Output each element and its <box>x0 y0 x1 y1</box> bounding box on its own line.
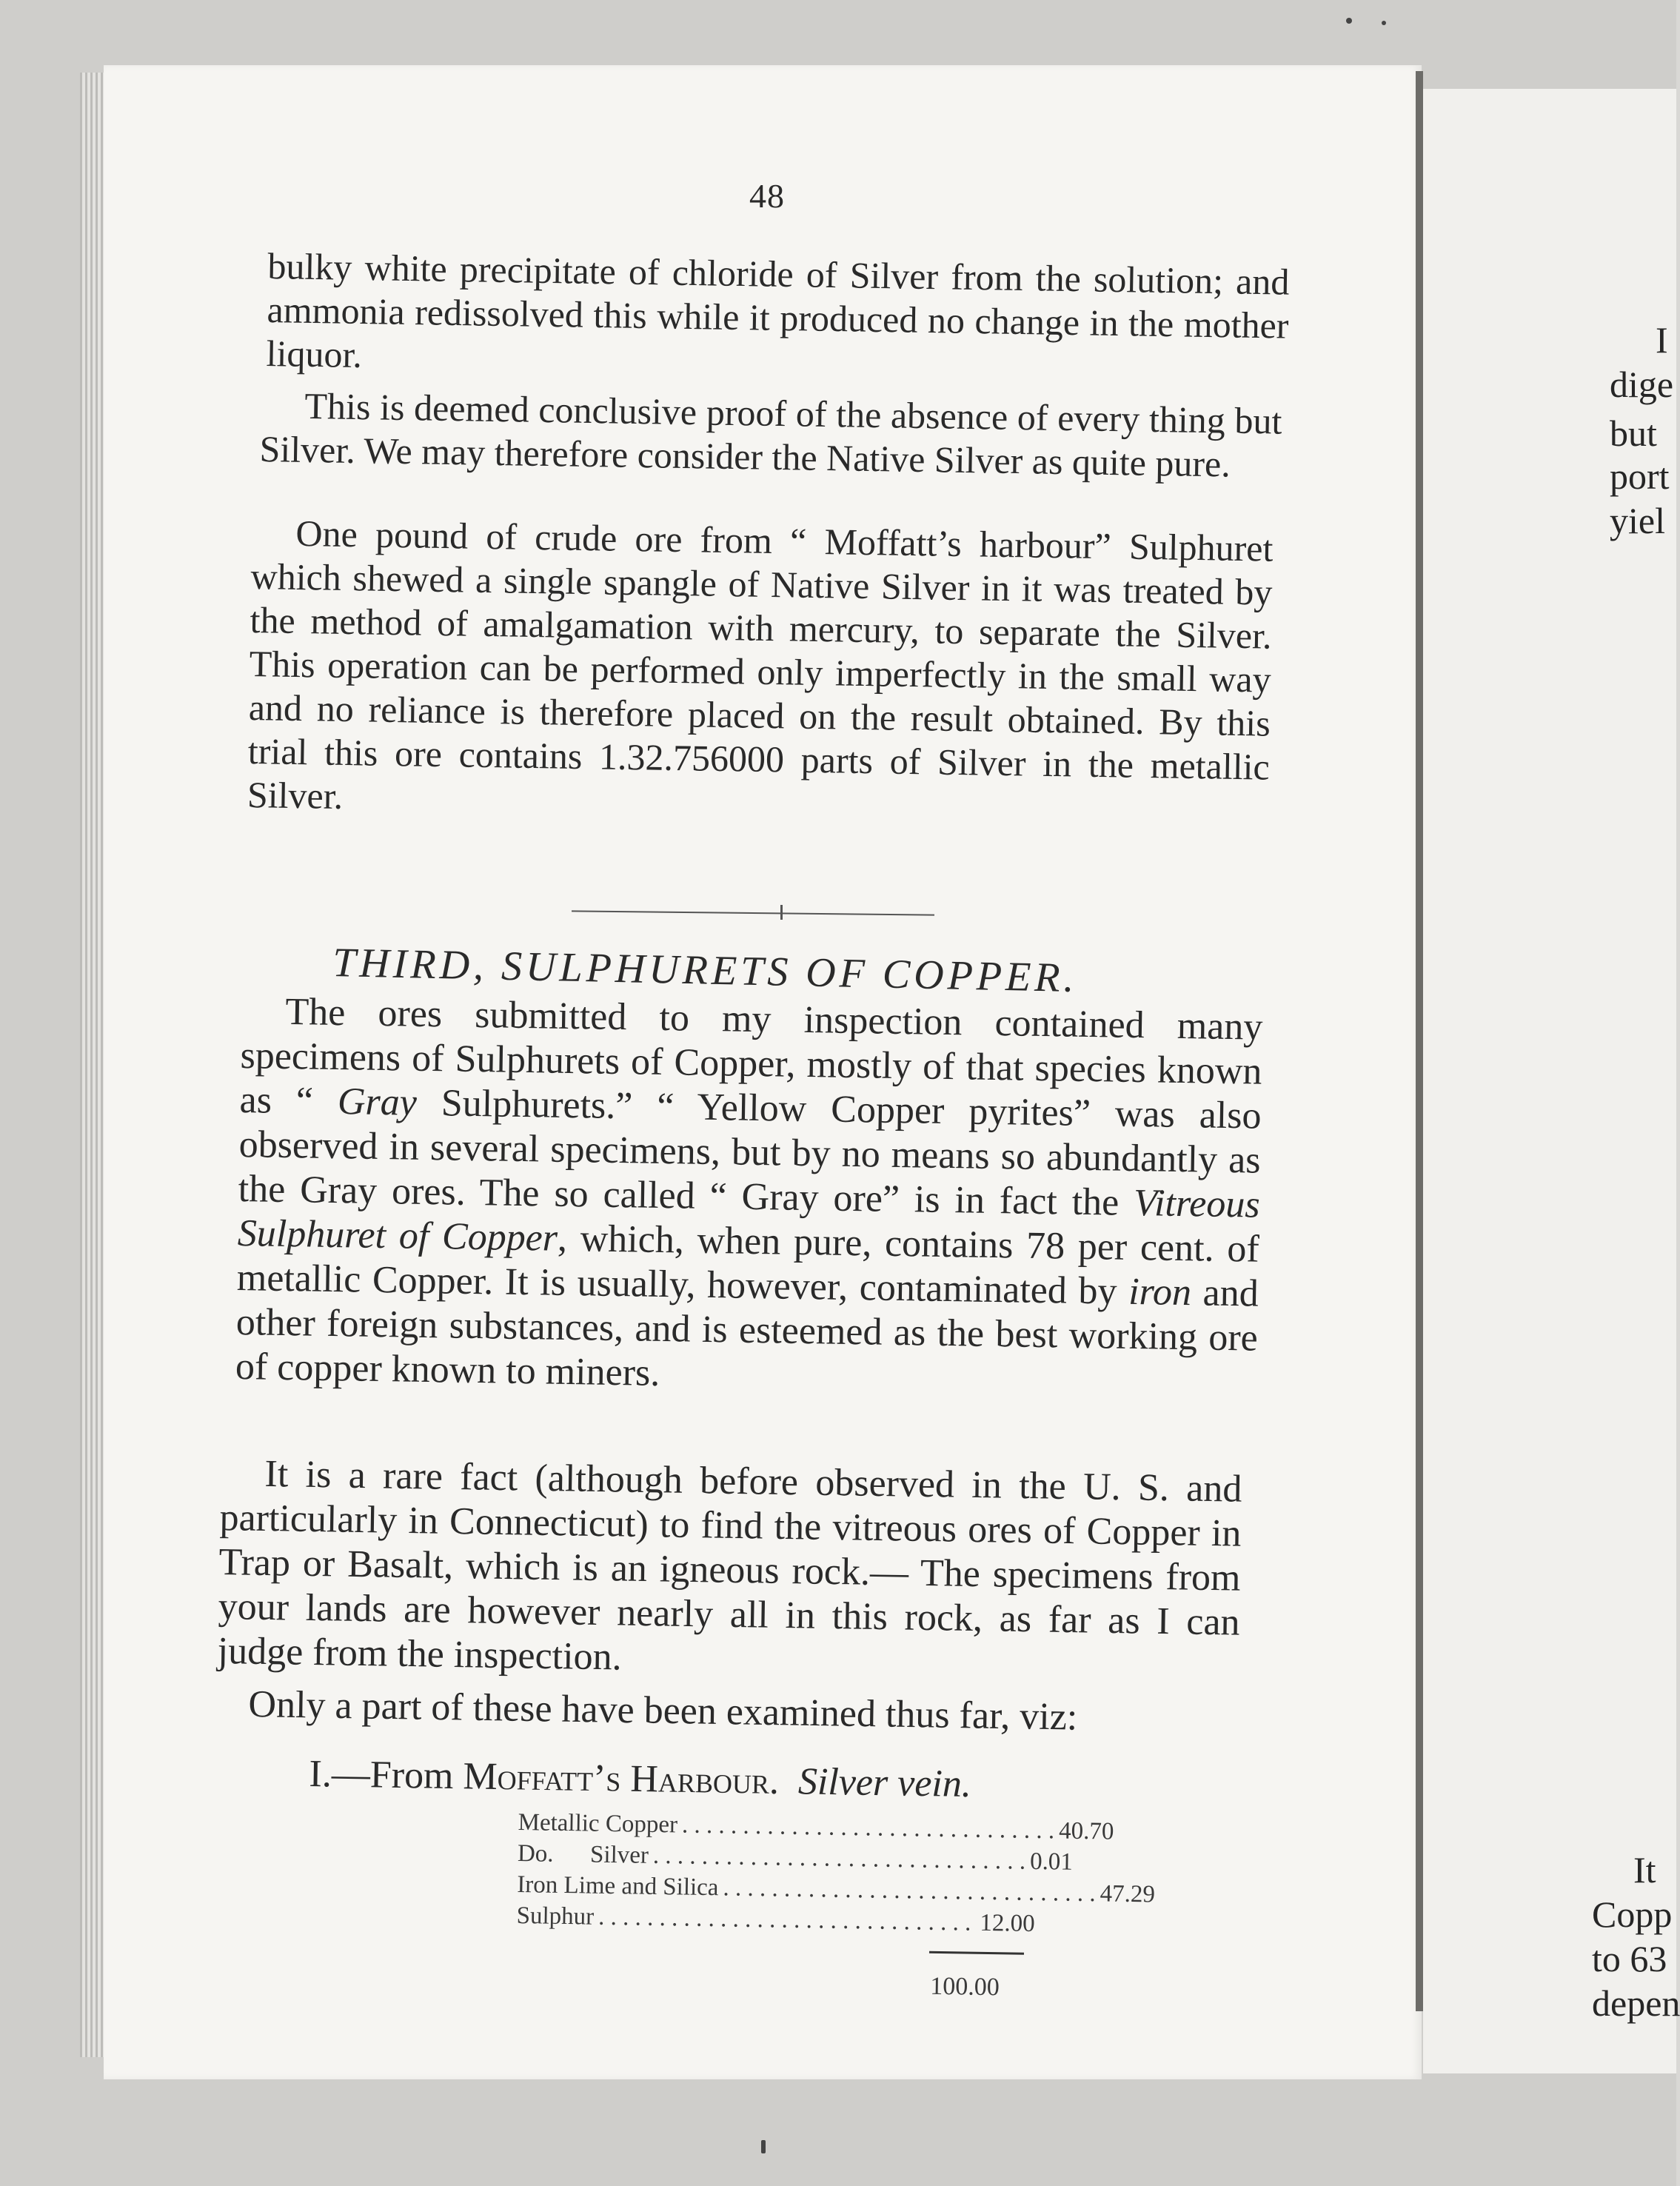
analysis-value: 0.01 <box>1029 1848 1074 1876</box>
ores-text-d: and other foreign substances, and is esteemed as the best working ore of copper known to miners. <box>235 1271 1259 1394</box>
rare-fact-text: It is a rare fact (although before observed in the U. S. and particularly in Connecticut) to find the vitreous ores of Copper in Trap or Basalt, which is an igneous rock.— The specimens from your lands are however nearly all in this rock, as far as I can judge from the inspection. <box>217 1452 1242 1679</box>
ores-text-a: The ores submitted to my inspection contained many specimens of Sulphurets of Copper, mostly of that species known as “ <box>239 990 1263 1123</box>
ores-vitreous-italic: Vitreous Sulphuret of Copper <box>237 1181 1261 1260</box>
leader-dots: . . . . . . . . . . . . . . . . . . . . . . . . . . . . . . . <box>723 1874 1096 1908</box>
analysis-label: Metallic Copper <box>518 1808 678 1839</box>
subhead-vein: Silver vein. <box>797 1760 972 1806</box>
section-divider-tick <box>780 905 783 920</box>
analysis-value: 40.70 <box>1058 1817 1114 1845</box>
paragraph-pound-of-ore <box>247 511 1274 833</box>
paragraph-conclusion-text: This is deemed conclusive proof of the absence of every thing but Silver. We may therefore consider the Native Silver as quite pure. <box>259 384 1282 485</box>
only-a-part-text: Only a part of these have been examined thus far, viz: <box>248 1682 1078 1739</box>
analysis-label: Do. Silver <box>517 1839 649 1869</box>
analysis-value: 12.00 <box>980 1909 1035 1937</box>
page-number: 48 <box>749 177 785 215</box>
facing-fragment: yiel <box>1610 500 1665 541</box>
facing-fragment: depen <box>1592 1982 1680 2024</box>
analysis-value: 47.29 <box>1100 1880 1156 1908</box>
facing-fragment: I <box>1656 319 1668 361</box>
facing-fragment: but <box>1610 412 1657 454</box>
ores-gray-italic: Gray <box>337 1080 418 1124</box>
analysis-total: 100.00 <box>929 1972 1000 2002</box>
leader-dots: . . . . . . . . . . . . . . . . . . . . . . . . . . . . . . . <box>681 1811 1055 1845</box>
leader-dots: . . . . . . . . . . . . . . . . . . . . . . . . . . . . . . . <box>598 1903 971 1936</box>
ores-text-c: , which, when pure, contains 78 per cent. of metallic Copper. It is usually, however, contaminated by <box>236 1217 1260 1313</box>
ores-iron-italic: iron <box>1128 1270 1192 1314</box>
facing-fragment: port <box>1610 455 1670 497</box>
paragraph-continuation: bulky white precipitate of chloride of Silver from the solution; and ammonia redissolved this while it produced no change in the mother liquor. <box>266 244 1290 376</box>
book-page-edges <box>80 73 104 2057</box>
ores-text-b: Sulphurets.” “ Yellow Copper pyrites” was also observed in several specimens, but by no means so abundantly as the Gray ores. The so called “ Gray ore” is in fact the <box>238 1081 1262 1224</box>
paragraph-rare-fact <box>217 1451 1242 1690</box>
paragraph-ores-submitted <box>235 989 1263 1405</box>
paragraph-pound-text: One pound of crude ore from “ Moffatt’s harbour” Sulphuret which shewed a single spangle of Native Silver in it was treated by the method of amalgamation with mercury, to separate the Silver. This operation can be performed only imperfectly in the small way and no reliance is therefore placed on the result obtained. By this trial this ore contains 1.32.756000 parts of Silver in the metallic Silver. <box>247 512 1274 817</box>
facing-fragment: to 63 <box>1592 1938 1667 1979</box>
facing-fragment: dige <box>1610 364 1674 405</box>
section-heading: THIRD, SULPHURETS OF COPPER. <box>332 939 1079 1002</box>
analysis-label: Sulphur <box>516 1902 595 1931</box>
analysis-table <box>515 1807 1156 2004</box>
scan-speck <box>1382 21 1386 25</box>
sum-rule <box>929 1951 1024 1955</box>
book-gutter <box>1416 71 1423 2011</box>
facing-fragment: Copp <box>1592 1893 1673 1935</box>
scan-speck <box>761 2140 766 2153</box>
facing-fragment: It <box>1633 1849 1656 1891</box>
scan-speck <box>1346 18 1352 24</box>
subhead-place: Moffatt’s Harbour. <box>463 1755 780 1802</box>
paragraph-conclusion <box>259 384 1282 487</box>
leader-dots: . . . . . . . . . . . . . . . . . . . . . . . . . . . . . . . <box>652 1842 1026 1875</box>
analysis-label: Iron Lime and Silica <box>517 1871 719 1902</box>
subhead-prefix: I.—From <box>309 1752 463 1798</box>
